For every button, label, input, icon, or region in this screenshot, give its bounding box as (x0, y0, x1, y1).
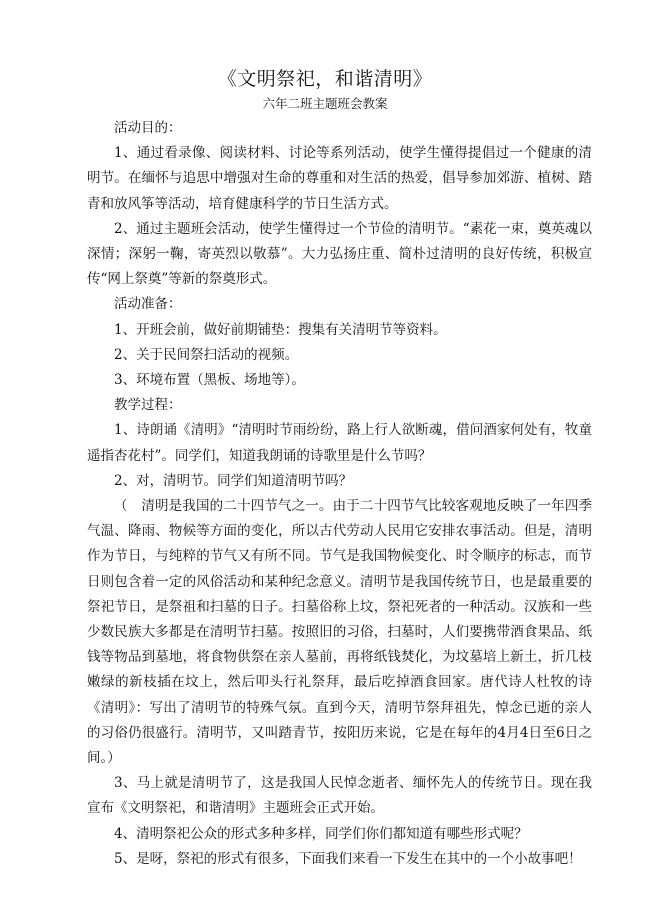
paragraph: 3、环境布置（黑板、场地等）。 (114, 372, 305, 389)
paragraph: 2、通过主题班会活动，使学生懂得过一个节俭的清明节。“素花一束，奠英魂以深情；深躬一鞠，寄英烈以敬慕”。大力弘扬庄重、简朴过清明的良好传统，积极宣传“网上祭奠”等新的祭奠形式。 (87, 220, 592, 288)
document-body (87, 116, 592, 872)
section-heading-process: 教学过程： (114, 397, 182, 414)
document-title: 《文明祭祀，和谐清明》 (217, 68, 433, 90)
paragraph: 5、是呀，祭祀的形式有很多，下面我们来看一下发生在其中的一个小故事吧！ (114, 850, 582, 867)
paragraph: 2、对，清明节。同学们知道清明节吗？ (114, 472, 353, 489)
paragraph: 1、开班会前，做好前期铺垫：搜集有关清明节等资料。 (114, 321, 447, 338)
paragraph: 3、马上就是清明节了，这是我国人民悼念逝者、缅怀先人的传统节日。现在我宣布《文明祭祀，和谐清明》主题班会正式开始。 (87, 775, 592, 817)
section-heading-preparation: 活动准备： (114, 296, 182, 313)
paragraph: （ 清明是我国的二十四节气之一。由于二十四节气比较客观地反映了一年四季气温、降雨、物候等方面的变化，所以古代劳动人民用它安排农事活动。但是，清明作为节日，与纯粹的节气又有所不同。节气是我国物候变化、时令顺序的标志，而节日则包含着一定的风俗活动和某种纪念意义。清明节是我国传统节日，也是最重要的祭祀节日，是祭祖和扫墓的日子。扫墓俗称上坟，祭祀死者的一种活动。汉族和一些少数民族大多都是在清明节扫墓。按照旧的习俗，扫墓时，人们要携带酒食果品、纸钱等物品到墓地，将食物供祭在亲人墓前，再将纸钱焚化，为坟墓培上新土，折几枝嫩绿的新枝插在坟上，然后叩头行礼祭拜，最后吃掉酒食回家。唐代诗人杜牧的诗《清明》：写出了清明节的特殊气氛。直到今天，清明节祭拜祖先，悼念已逝的亲人的习俗仍很盛行。清明节，又叫踏青节，按阳历来说，它是在每年的4月4日至6日之间。） (87, 498, 592, 767)
paragraph: 4、清明祭祀公众的形式多种多样，同学们你们都知道有哪些形式呢？ (114, 825, 528, 842)
paragraph: 2、关于民间祭扫活动的视频。 (114, 346, 299, 363)
document-subtitle: 六年二班主题班会教案 (262, 96, 388, 111)
section-heading-purpose: 活动目的： (114, 120, 182, 136)
paragraph: 1、诗朗诵《清明》“清明时节雨纷纷，路上行人欲断魂，借问酒家何处有，牧童遥指杏花村”。同学们，知道我朗诵的诗歌里是什么节吗？ (87, 422, 592, 464)
paragraph: 1、通过看录像、阅读材料、讨论等系列活动，使学生懂得提倡过一个健康的清明节。在缅怀与追思中增强对生命的尊重和对生活的热爱，倡导参加郊游、植树、踏青和放风筝等活动，培育健康科学的节日生活方式。 (87, 145, 592, 212)
